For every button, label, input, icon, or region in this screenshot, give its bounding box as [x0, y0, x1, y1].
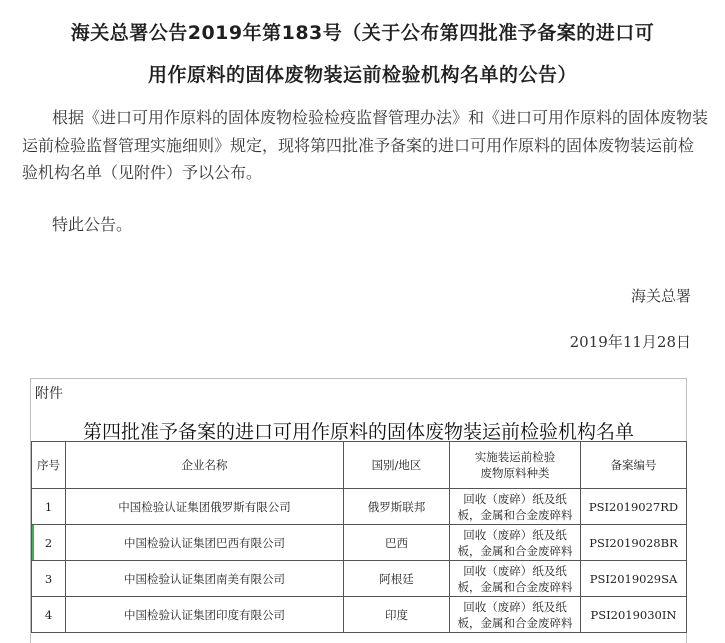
table-header-row	[32, 442, 687, 489]
row-no: 2	[32, 525, 66, 561]
header-category-line-1: 实施装运前检验	[474, 450, 556, 464]
row-region: 印度	[344, 597, 450, 633]
row-no: 1	[32, 489, 66, 525]
notice-title-line-1: 海关总署公告2019年第183号（关于公布第四批准予备案的进口可	[70, 22, 655, 44]
notice-title-line-2: 用作原料的固体废物装运前检验机构名单的公告）	[147, 64, 577, 86]
notice-signer: 海关总署	[630, 287, 691, 305]
row-category	[450, 597, 581, 633]
row-category	[450, 561, 581, 597]
row-category-line-1: 回收（废碎）纸及纸	[463, 527, 567, 542]
row-category-line-1: 回收（废碎）纸及纸	[463, 599, 567, 614]
attachment-title: 第四批准予备案的进口可用作原料的固体废物装运前检验机构名单	[82, 421, 634, 443]
row-no: 4	[32, 597, 66, 633]
header-category-line-2: 废物原料种类	[480, 466, 550, 480]
header-code: 备案编号	[581, 442, 687, 489]
row-category-line-1: 回收（废碎）纸及纸	[463, 563, 567, 578]
row-name: 中国检验认证集团俄罗斯有限公司	[66, 489, 344, 525]
header-name: 企业名称	[66, 442, 344, 489]
notice-closing: 特此公告。	[52, 215, 133, 234]
row-category-line-2: 板，金属和合金废碎料	[457, 543, 573, 558]
attachment-label: 附件	[35, 386, 63, 402]
row-code: PSI2019030IN	[581, 597, 687, 633]
table-row	[32, 525, 687, 561]
header-category	[450, 442, 581, 489]
header-no: 序号	[32, 442, 66, 489]
attachment-image	[30, 378, 687, 643]
row-category-line-2: 板，金属和合金废碎料	[457, 507, 573, 522]
row-region: 阿根廷	[344, 561, 450, 597]
row-code: PSI2019027RD	[581, 489, 687, 525]
row-category	[450, 489, 581, 525]
row-category-line-2: 板，金属和合金废碎料	[457, 615, 573, 630]
row-category-line-1: 回收（废碎）纸及纸	[463, 491, 567, 506]
row-code: PSI2019028BR	[581, 525, 687, 561]
row-code: PSI2019029SA	[581, 561, 687, 597]
row-name: 中国检验认证集团印度有限公司	[66, 597, 344, 633]
table-row	[32, 489, 687, 525]
table-row	[32, 561, 687, 597]
table-row	[32, 597, 687, 633]
row-region: 巴西	[344, 525, 450, 561]
row-no: 3	[32, 561, 66, 597]
notice-date: 2019年11月28日	[569, 333, 691, 351]
notice-body: 根据《进口可用作原料的固体废物检验检疫监督管理办法》和《进口可用作原料的固体废物装运前检验监督管理实施细则》规定，现将第四批准予备案的进口可用作原料的固体废物装运前检验机构名单（见附件）予以公布。	[22, 108, 709, 182]
row-region: 俄罗斯联邦	[344, 489, 450, 525]
row-category-line-2: 板，金属和合金废碎料	[457, 579, 573, 594]
header-region: 国别/地区	[344, 442, 450, 489]
institution-table	[31, 441, 687, 633]
row-name: 中国检验认证集团巴西有限公司	[66, 525, 344, 561]
row-category	[450, 525, 581, 561]
row-name: 中国检验认证集团南美有限公司	[66, 561, 344, 597]
